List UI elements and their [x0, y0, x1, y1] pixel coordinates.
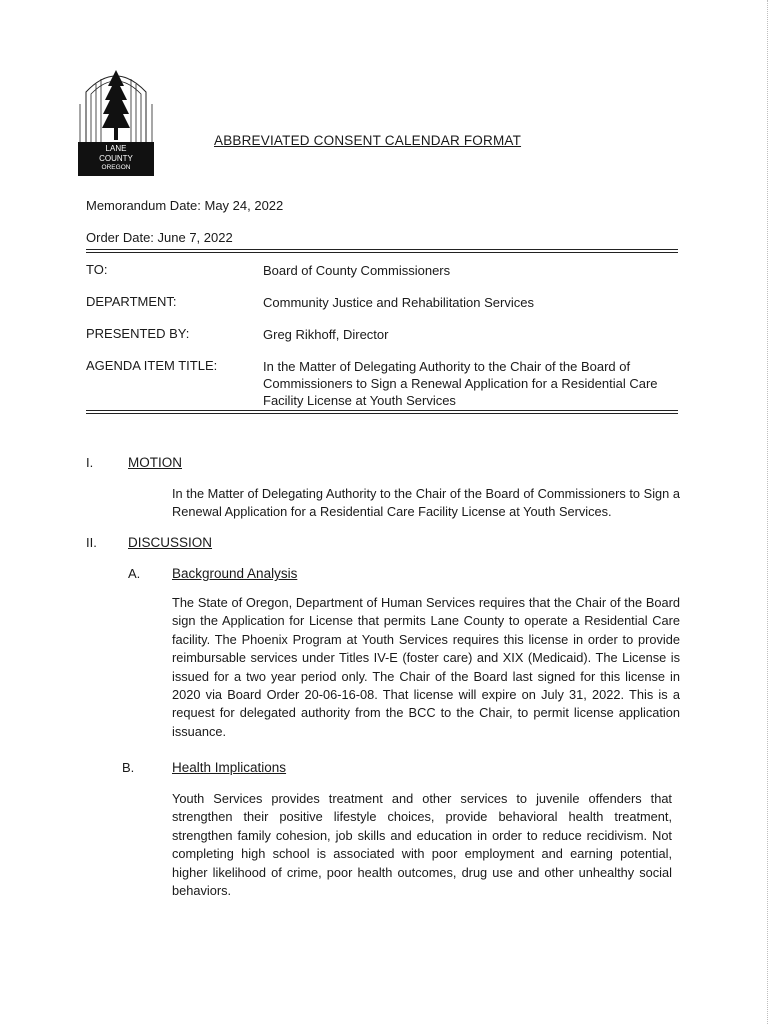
- to-value: Board of County Commissioners: [263, 263, 451, 278]
- department-label: DEPARTMENT:: [86, 294, 177, 309]
- department-value: Community Justice and Rehabilitation Services: [263, 295, 534, 310]
- logo-text-county: COUNTY: [99, 153, 133, 163]
- motion-heading: MOTION: [128, 455, 182, 470]
- health-heading: Health Implications: [172, 760, 287, 775]
- discussion-number: II.: [86, 535, 97, 550]
- to-label: TO:: [86, 262, 108, 277]
- lane-county-logo: [78, 64, 154, 176]
- agenda-item-title-label: AGENDA ITEM TITLE:: [86, 358, 218, 373]
- order-date: Order Date: June 7, 2022: [86, 230, 233, 245]
- presented-by-label: PRESENTED BY:: [86, 326, 190, 341]
- logo-text-lane: LANE: [105, 144, 127, 153]
- motion-number: I.: [86, 455, 94, 470]
- health-number: B.: [122, 760, 135, 775]
- agenda-item-title-value: In the Matter of Delegating Authority to the Chair of the Board of Commissioners to Sign a Renewal Application for a Residential Care Facility License at Youth Services: [263, 359, 658, 408]
- discussion-heading: DISCUSSION: [128, 535, 213, 550]
- top-divider: [86, 249, 678, 253]
- memorandum-date: Memorandum Date: May 24, 2022: [86, 198, 284, 213]
- bottom-divider: [86, 410, 678, 414]
- background-text: The State of Oregon, Department of Human Services requires that the Chair of the Board sign the Application for License that permits Lane County to operate a Residential Care facility. The Phoenix Program at Youth Services requires this license in order to provide reimbursable services under Titles IV-E (foster care) and XIX (Medicaid). The License is issued for a two year period only. The Chair of the Board last signed for this license in 2020 via Board Order 20-06-16-08. That license will expire on July 31, 2022. This is a request for delegated authority from the BCC to the Chair, to permit license application issuance.: [172, 595, 680, 739]
- health-text: Youth Services provides treatment and other services to juvenile offenders that strengthen their positive lifestyle choices, provide behavioral health treatment, strengthen family cohesion, job skills and education in order to reduce recidivism. Not completing high school is associated with poor employment and earning potential, higher likelihood of crime, poor health outcomes, drug use and other unhealthy social behaviors.: [172, 791, 672, 899]
- motion-text: In the Matter of Delegating Authority to the Chair of the Board of Commissioners to Sign a Renewal Application for a Residential Care Facility License at Youth Services.: [172, 486, 680, 520]
- logo-text-oregon: OREGON: [101, 164, 131, 171]
- background-heading: Background Analysis: [172, 566, 298, 581]
- presented-by-value: Greg Rikhoff, Director: [263, 327, 389, 342]
- scan-edge: [766, 0, 768, 1024]
- logo-text: [78, 144, 154, 173]
- page-title: ABBREVIATED CONSENT CALENDAR FORMAT: [214, 133, 522, 148]
- background-number: A.: [128, 566, 141, 581]
